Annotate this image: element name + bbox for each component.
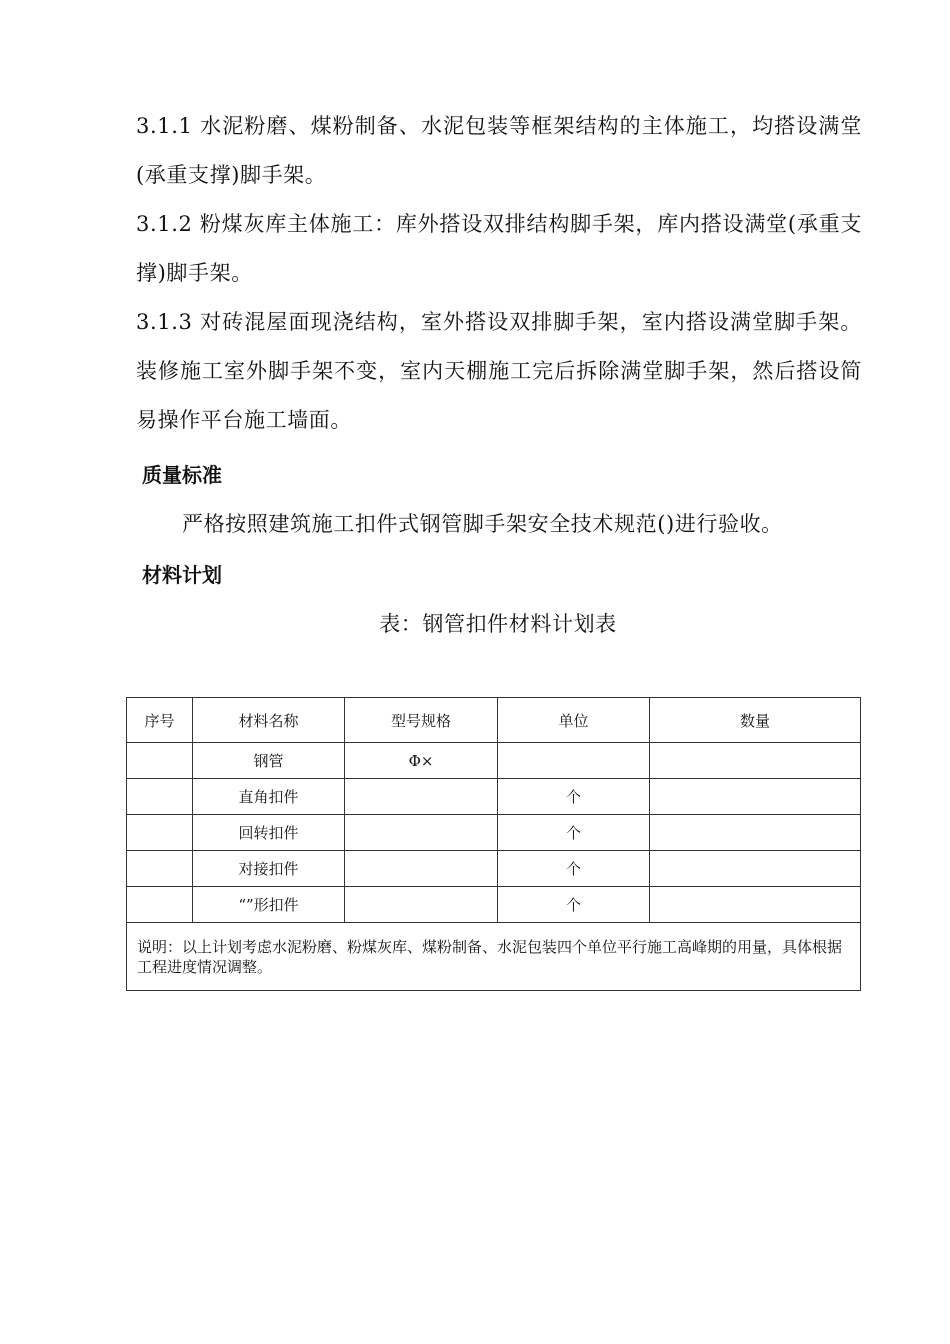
table-header-row	[127, 698, 861, 743]
material-plan-heading: 材料计划	[142, 563, 222, 587]
cell-serial	[127, 851, 193, 887]
cell-model-spec	[345, 887, 498, 923]
quality-standard-heading: 质量标准	[142, 463, 222, 487]
header-material-name: 材料名称	[193, 698, 345, 743]
cell-serial	[127, 815, 193, 851]
cell-serial	[127, 779, 193, 815]
cell-unit: 个	[498, 779, 650, 815]
cell-quantity	[650, 779, 861, 815]
cell-material-name: 钢管	[193, 743, 345, 779]
table-caption: 表：钢管扣件材料计划表	[379, 612, 617, 636]
header-quantity: 数量	[650, 698, 861, 743]
cell-model-spec: Φ×	[345, 743, 498, 779]
table-note: 说明：以上计划考虑水泥粉磨、粉煤灰库、煤粉制备、水泥包装四个单位平行施工高峰期的用量，具体根据工程进度情况调整。	[127, 923, 861, 991]
cell-material-name: 回转扣件	[193, 815, 345, 851]
header-serial-number: 序号	[127, 698, 193, 743]
cell-quantity	[650, 887, 861, 923]
table-row	[127, 815, 861, 851]
cell-serial	[127, 887, 193, 923]
paragraph-3-1-2: 3.1.2 粉煤灰库主体施工：库外搭设双排结构脚手架，库内搭设满堂(承重支撑)脚手架。	[136, 212, 862, 285]
quality-standard-text: 严格按照建筑施工扣件式钢管脚手架安全技术规范()进行验收。	[182, 512, 783, 536]
paragraph-3-1-1: 3.1.1 水泥粉磨、煤粉制备、水泥包装等框架结构的主体施工，均搭设满堂(承重支撑)脚手架。	[136, 114, 862, 187]
header-unit: 单位	[498, 698, 650, 743]
cell-model-spec	[345, 815, 498, 851]
cell-serial	[127, 743, 193, 779]
cell-quantity	[650, 743, 861, 779]
table-row	[127, 851, 861, 887]
cell-quantity	[650, 851, 861, 887]
cell-model-spec	[345, 851, 498, 887]
paragraph-3-1-3: 3.1.3 对砖混屋面现浇结构，室外搭设双排脚手架，室内搭设满堂脚手架。装修施工室外脚手架不变，室内天棚施工完后拆除满堂脚手架，然后搭设简易操作平台施工墙面。	[136, 310, 862, 432]
header-model-spec: 型号规格	[345, 698, 498, 743]
cell-unit: 个	[498, 851, 650, 887]
table-row	[127, 779, 861, 815]
cell-material-name: 直角扣件	[193, 779, 345, 815]
cell-material-name: 对接扣件	[193, 851, 345, 887]
cell-model-spec	[345, 779, 498, 815]
table-row	[127, 887, 861, 923]
cell-unit	[498, 743, 650, 779]
cell-quantity	[650, 815, 861, 851]
material-plan-table	[126, 697, 861, 991]
cell-unit: 个	[498, 815, 650, 851]
table-note-row	[127, 923, 861, 991]
cell-material-name: “”形扣件	[193, 887, 345, 923]
cell-unit: 个	[498, 887, 650, 923]
table-row	[127, 743, 861, 779]
